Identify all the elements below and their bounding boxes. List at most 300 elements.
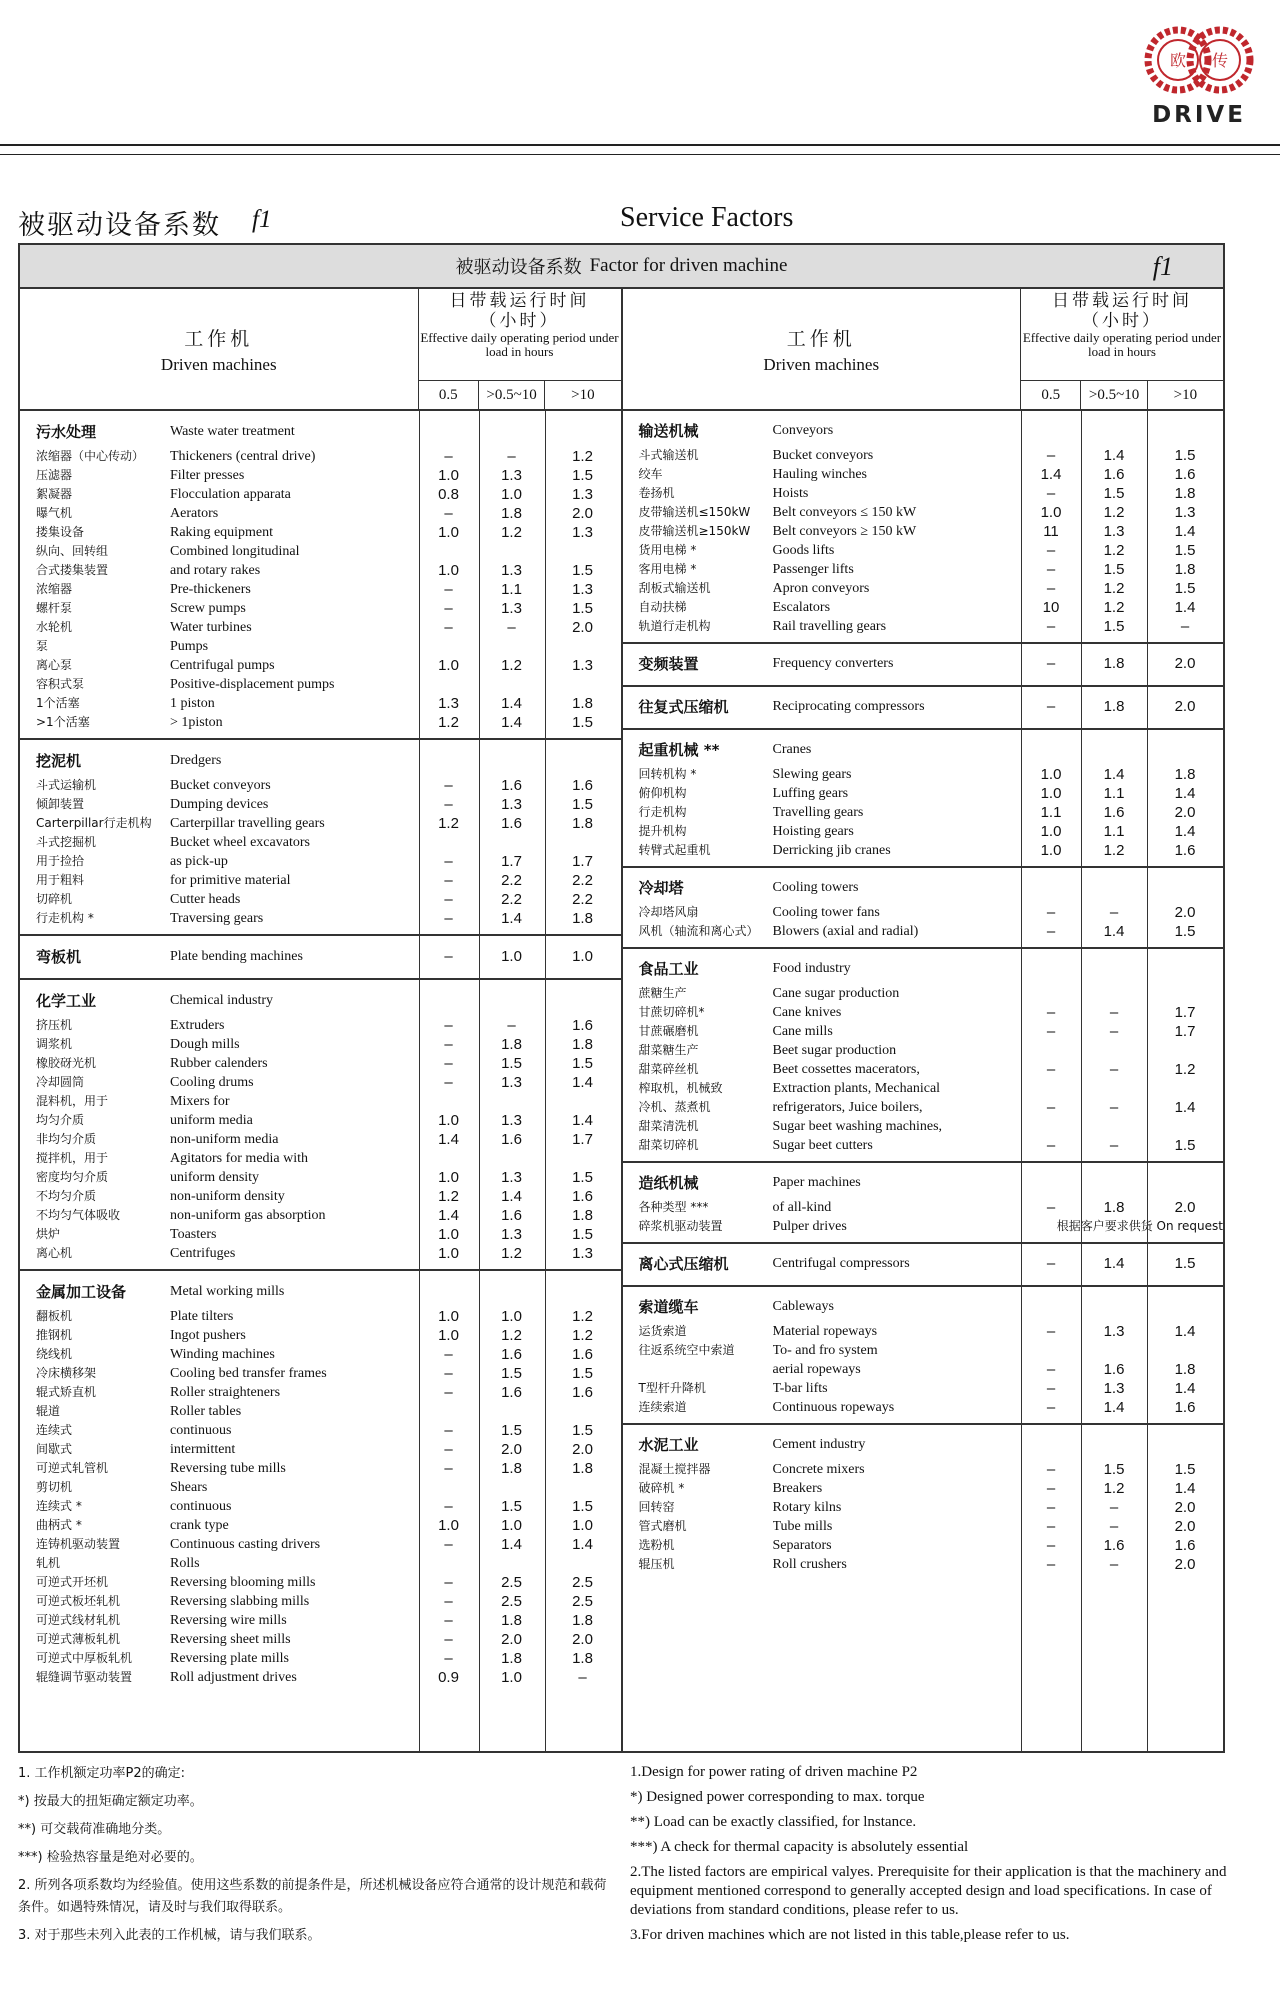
factor-value: 1.8 [572,695,593,712]
table-row [623,598,1224,617]
factor-value: 1.4 [1174,1480,1196,1497]
factor-value: 1.6 [572,1384,593,1401]
factor-value: 1.6 [572,1017,593,1034]
factor-value: – [1109,1099,1119,1116]
machine-name-en: Breakers [772,1481,823,1496]
table-row [20,1535,621,1554]
machine-name-en: Aerators [170,506,219,521]
factor-value: 1.4 [572,1536,593,1553]
factor-value: – [1046,618,1056,635]
machine-name-en: crank type [170,1518,229,1533]
category-row [20,417,621,447]
column-divider [1081,1425,1082,1753]
factor-value: 1.8 [572,1036,593,1053]
table-right-column [623,289,1224,1753]
factor-value: – [444,1574,453,1591]
machine-name-en: Separators [772,1538,832,1553]
factor-value: 1.3 [438,695,459,712]
machine-name-en: continuous [170,1423,232,1438]
machine-name-en: aerial ropeways [772,1362,861,1377]
machine-name-en: Centrifuges [170,1246,236,1261]
machine-name-cn: 甘蔗切碎机* [638,1005,705,1019]
table-row [20,1630,621,1649]
machine-name-en: > 1piston [170,715,223,730]
category-row [623,416,1224,446]
machine-name-cn: 客用电梯 * [638,562,697,576]
table-row [20,833,621,852]
factor-value: – [1046,904,1056,921]
note-line: 3. 对于那些未列入此表的工作机械，请与我们联系。 [18,1928,321,1943]
table-row [623,784,1224,803]
machine-name-en: Continuous casting drivers [170,1537,321,1552]
table-row [20,1516,621,1535]
factor-value: 1.8 [501,1460,522,1477]
factor-value: – [1046,1061,1056,1078]
machine-name-cn: 甘蔗碾磨机 [638,1024,699,1038]
factor-value: 1.0 [438,1245,459,1262]
machine-name-cn: 调浆机 [36,1037,73,1051]
table-row [20,580,621,599]
machine-name-en: To- and fro system [772,1343,878,1358]
machine-name-cn: 皮带输送机≥150kW [638,524,751,538]
factor-value: 11 [1043,523,1059,540]
column-divider [1147,1163,1148,1242]
machine-name-en: Conveyors [772,423,834,438]
factor-value: – [1109,904,1119,921]
machine-name-en: Raking equipment [170,525,274,540]
factor-value: 1.7 [1174,1023,1196,1040]
factor-value: 1.0 [438,1112,459,1129]
machine-name-cn: 翻板机 [36,1309,73,1323]
note-line: **) Load can be exactly classified, for lnstance. [630,1814,917,1830]
factor-value: – [444,581,453,598]
machine-name-cn: 刮板式输送机 [638,581,711,595]
table-header-f1: f1 [1152,252,1173,281]
machine-name-cn: 斗式输送机 [638,448,699,462]
factor-value: 1.6 [1103,466,1125,483]
column-divider [1021,730,1022,866]
factor-value: – [444,1612,453,1629]
column-divider [419,740,420,934]
factor-value: 0.9 [438,1669,459,1686]
factor-value: – [444,1498,453,1515]
col-time-en: Effective daily operating period under load in hours [420,330,619,359]
machine-name-cn: 连续索道 [638,1400,687,1414]
factor-value: – [1046,1380,1056,1397]
machine-name-cn: 水轮机 [36,620,73,634]
sub-col-gt10: >10 [571,386,595,403]
factor-value: 1.5 [572,1226,593,1243]
table-row [20,485,621,504]
factor-value: 1.6 [572,777,593,794]
column-divider [1147,644,1148,685]
table-section [623,1287,1224,1425]
factor-value: 1.8 [572,910,593,927]
factor-value: – [444,1365,453,1382]
column-divider [1147,1425,1148,1753]
factor-value: 1.0 [501,948,522,965]
machine-name-en: Blowers (axial and radial) [772,924,919,939]
factor-value: 1.5 [1174,1461,1196,1478]
factor-value: 1.3 [501,1074,522,1091]
table-row [20,795,621,814]
note-line: 3.For driven machines which are not listed in this table,please refer to us. [630,1927,1070,1943]
factor-value: – [1109,1499,1119,1516]
machine-name-cn: 连续式 [36,1423,73,1437]
factor-value: 2.0 [501,1631,522,1648]
machine-name-en: Roller tables [170,1404,242,1419]
factor-value: – [1109,1518,1119,1535]
note-line: ***) A check for thermal capacity is absolutely essential [630,1839,969,1855]
machine-name-en: intermittent [170,1442,236,1457]
table-row [20,1111,621,1130]
factor-value: 1.0 [501,1308,522,1325]
column-divider [1147,868,1148,947]
machine-name-cn: 管式磨机 [638,1519,687,1533]
machine-name-cn: 连铸机驱动装置 [36,1537,121,1551]
factor-value: 1.5 [572,796,593,813]
column-divider [1147,730,1148,866]
table-row [20,1016,621,1035]
factor-value: – [444,910,453,927]
factor-value: – [1046,1199,1056,1216]
factor-value: 2.0 [501,1441,522,1458]
factor-value: – [444,853,453,870]
machine-name-en: Combined longitudinal [170,544,300,559]
factor-value: 1.3 [1103,1323,1125,1340]
factor-value: – [1046,1399,1056,1416]
table-row [623,1079,1224,1098]
sub-col-0-5-10: >0.5~10 [1081,381,1147,409]
table-row [623,560,1224,579]
machine-name-cn: 混料机，用于 [36,1094,109,1108]
table-row [20,1187,621,1206]
column-header [623,289,1224,411]
factor-value: 2.0 [1174,904,1196,921]
machine-name-en: Agitators for media with [170,1151,309,1166]
machine-name-en: Pulper drives [772,1219,847,1234]
machine-name-cn: 离心机 [36,1246,73,1260]
factor-value: 1.5 [572,1169,593,1186]
machine-name-en: Hoisting gears [772,824,854,839]
table-row [20,1402,621,1421]
factor-value: 1.2 [501,657,522,674]
factor-value: 1.0 [438,562,459,579]
machine-name-cn: 行走机构 [638,805,687,819]
factor-value: 1.1 [1040,804,1062,821]
factor-value: 2.2 [572,891,593,908]
machine-name-cn: 用于粗料 [36,873,85,887]
table-row [623,1398,1224,1417]
machine-name-cn: 非均匀介质 [36,1132,97,1146]
machine-name-cn: 絮凝器 [36,487,73,501]
factor-value: 1.4 [501,910,522,927]
factor-value: 1.4 [1174,785,1196,802]
factor-value: – [1046,698,1056,715]
machine-name-en: Slewing gears [772,767,852,782]
machine-name-cn: 不均匀气体吸收 [36,1208,121,1222]
table-row [623,617,1224,636]
factor-value: 1.0 [438,1169,459,1186]
factor-value: – [1046,1499,1056,1516]
factor-value: 1.2 [438,1188,459,1205]
table-row [20,1459,621,1478]
machine-name-en: Escalators [772,600,831,615]
factor-value: – [1109,1061,1119,1078]
factor-value: 1.8 [572,1650,593,1667]
factor-value: 1.0 [1040,823,1062,840]
table-row [20,776,621,795]
factor-value: 1.5 [1174,923,1196,940]
col-name-en: Driven machines [763,354,880,374]
machine-name-cn: 蔗糖生产 [638,986,687,1000]
factor-value: – [1046,1004,1056,1021]
machine-name-cn: 辊缝调节驱动装置 [36,1670,133,1684]
factor-value: 1.3 [501,467,522,484]
factor-value: 2.0 [1174,1199,1196,1216]
factor-value: 1.3 [501,1112,522,1129]
factor-value: 1.0 [438,524,459,541]
factor-value: 1.3 [1103,523,1125,540]
machine-name-cn: 榨取机，机械致 [638,1081,723,1095]
table-row [623,503,1224,522]
factor-value: 2.2 [501,872,522,889]
machine-name-en: Rail travelling gears [772,619,887,634]
factor-value: 1.2 [438,714,459,731]
factor-value: 1.5 [1103,485,1125,502]
factor-value: 1.8 [572,1612,593,1629]
factor-value: – [1046,1537,1056,1554]
factor-value: 1.2 [1103,842,1125,859]
machine-name-cn: 烘炉 [36,1227,61,1241]
factor-value: 1.1 [501,581,522,598]
machine-name-en: Roll adjustment drives [170,1670,297,1685]
factor-value: – [507,448,516,465]
factor-value: – [444,796,453,813]
machine-name-en: Extraction plants, Mechanical [772,1081,941,1096]
factor-value: 1.4 [501,1188,522,1205]
factor-value: 1.8 [1174,766,1196,783]
factor-value: 1.1 [1103,785,1125,802]
factor-value: 1.4 [501,695,522,712]
factor-value: 10 [1042,599,1060,616]
factor-value: 1.6 [501,815,522,832]
note-line: ***) 检验热容量是绝对必要的。 [18,1850,203,1865]
sub-col-0-5: 0.5 [1021,381,1081,409]
machine-name-cn: 压滤器 [36,468,73,482]
factor-value: 1.2 [501,1327,522,1344]
machine-name-cn: 浓缩器 [36,582,73,596]
factor-value: 1.4 [1103,1255,1125,1272]
factor-value: 1.4 [572,1112,593,1129]
company-logo [1140,22,1258,132]
machine-name-cn: 连续式 * [36,1499,82,1513]
machine-name-cn: 索道缆车 [638,1298,699,1316]
machine-name-en: uniform density [170,1170,260,1185]
machine-name-en: Rotary kilns [772,1500,842,1515]
machine-name-en: continuous [170,1499,232,1514]
machine-name-en: Concrete mixers [772,1462,865,1477]
factor-value: 1.0 [501,1517,522,1534]
factor-value: 1.4 [1174,523,1196,540]
factor-value: 1.0 [1040,766,1062,783]
factor-value: 1.0 [501,486,522,503]
service-factor-table [18,243,1225,1753]
machine-name-en: T-bar lifts [772,1381,828,1396]
machine-name-cn: 运货索道 [638,1324,687,1338]
table-row [20,1383,621,1402]
factor-value: – [444,505,453,522]
factor-value: 1.4 [501,1536,522,1553]
machine-name-en: Traversing gears [170,911,264,926]
machine-name-en: Cooling tower fans [772,905,880,920]
machine-name-cn: 绞车 [638,467,663,481]
factor-value: – [444,1422,453,1439]
factor-value: 1.4 [1103,923,1125,940]
factor-value: 1.2 [1103,1480,1125,1497]
factor-value: 2.0 [572,1441,593,1458]
table-row [623,1360,1224,1379]
factor-value: 1.5 [1174,1255,1196,1272]
table-row [623,541,1224,560]
table-header-en: Factor for driven machine [589,255,788,276]
factor-value: 1.7 [572,853,593,870]
column-divider [1081,644,1082,685]
machine-name-en: Food industry [772,961,851,976]
machine-name-en: as pick-up [170,854,228,869]
factor-value: 1.0 [438,657,459,674]
machine-name-en: Cutter heads [170,892,241,907]
machine-name-cn: 风机（轴流和离心式） [638,924,759,938]
table-row [20,713,621,732]
machine-name-cn: 往复式压缩机 [638,698,729,716]
table-row [623,1460,1224,1479]
machine-name-en: 1 piston [170,696,215,711]
machine-name-en: Luffing gears [772,786,849,801]
table-row [20,1668,621,1687]
machine-name-cn: 可逆式轧管机 [36,1461,109,1475]
col-time-cn-unit: （小时） [1082,311,1162,331]
factor-value: 1.6 [1174,842,1196,859]
factor-value: – [1046,447,1056,464]
factor-value: 1.4 [1040,466,1062,483]
machine-name-cn: 剪切机 [36,1480,73,1494]
factor-value: 1.0 [438,1327,459,1344]
table-section [20,936,621,980]
factor-value: 1.3 [572,486,593,503]
column-divider [1021,1163,1022,1242]
table-section [20,1271,621,1753]
factor-value: 2.5 [501,1593,522,1610]
factor-value: 2.0 [1174,1556,1196,1573]
table-row [20,523,621,542]
factor-value: 1.3 [572,524,593,541]
machine-name-cn: 化学工业 [36,992,97,1010]
machine-name-cn: T型杆升降机 [638,1381,706,1395]
machine-name-en: Reversing tube mills [170,1461,286,1476]
factor-value: 1.8 [572,815,593,832]
table-row [623,446,1224,465]
factor-value: 1.3 [572,657,593,674]
factor-value: 1.3 [501,600,522,617]
factor-value: 1.6 [1103,1537,1125,1554]
note-line: **) 可交载荷准确地分类。 [18,1822,171,1837]
machine-name-en: Extruders [170,1018,225,1033]
header-rule [0,144,1280,146]
factor-value: 1.2 [1103,504,1125,521]
machine-name-en: Paper machines [772,1175,861,1190]
category-row [623,1249,1224,1279]
machine-name-en: Winding machines [170,1347,275,1362]
machine-name-cn: 起重机械 ** [638,741,720,759]
factor-value: – [444,1536,453,1553]
machine-name-cn: 回转机构 * [638,767,697,781]
factor-value: 2.0 [1174,804,1196,821]
column-divider [1081,730,1082,866]
table-row [623,484,1224,503]
machine-name-en: Sugar beet washing machines, [772,1119,943,1134]
table-row [20,814,621,833]
machine-name-en: Reciprocating compressors [772,699,925,714]
table-section [20,411,621,740]
machine-name-cn: 螺杆泵 [36,601,73,615]
logo-brand-text: DRIVE [1152,102,1246,128]
factor-value: 1.6 [1103,1361,1125,1378]
factor-value: 2.2 [572,872,593,889]
machine-name-cn: 浓缩器（中心传动） [36,449,145,463]
factor-value: 1.6 [572,1188,593,1205]
column-divider [1021,1287,1022,1423]
factor-value: 2.0 [1174,655,1196,672]
machine-name-en: Waste water treatment [170,424,295,439]
machine-name-en: non-uniform media [170,1132,279,1147]
factor-value: 1.6 [501,1131,522,1148]
machine-name-cn: 货用电梯 * [638,543,697,557]
factor-value: 1.0 [501,1669,522,1686]
machine-name-en: Beet sugar production [772,1043,897,1058]
machine-name-cn: 自动扶梯 [638,600,687,614]
machine-name-en: Cane mills [772,1024,833,1039]
sub-col-0-5-10: >0.5~10 [479,381,545,409]
col-name-en: Driven machines [160,354,277,374]
machine-name-cn: 搂集设备 [36,525,85,539]
machine-name-en: Cooling towers [772,880,859,895]
machine-name-cn: 可逆式中厚板轧机 [36,1651,133,1665]
machine-name-cn: 轨道行走机构 [638,619,711,633]
machine-name-en: Derricking jib cranes [772,843,891,858]
factor-value: 1.8 [501,1650,522,1667]
machine-name-cn: 变频装置 [638,655,699,673]
machine-name-cn: 可逆式线材轧机 [36,1613,121,1627]
table-row [623,803,1224,822]
machine-name-en: Mixers for [170,1094,230,1109]
machine-name-cn: 俯仰机构 [638,786,687,800]
table-row [20,1345,621,1364]
machine-name-en: uniform media [170,1113,253,1128]
factor-value: 1.7 [501,853,522,870]
column-divider [1081,1163,1082,1242]
table-section [623,949,1224,1163]
factor-value: 1.1 [1103,823,1125,840]
column-divider [1081,411,1082,642]
column-divider [1081,1244,1082,1285]
category-row [20,1277,621,1307]
factor-value: 1.0 [438,467,459,484]
factor-value: 1.3 [501,1169,522,1186]
table-row [20,466,621,485]
table-row [20,542,621,561]
table-row [20,1573,621,1592]
